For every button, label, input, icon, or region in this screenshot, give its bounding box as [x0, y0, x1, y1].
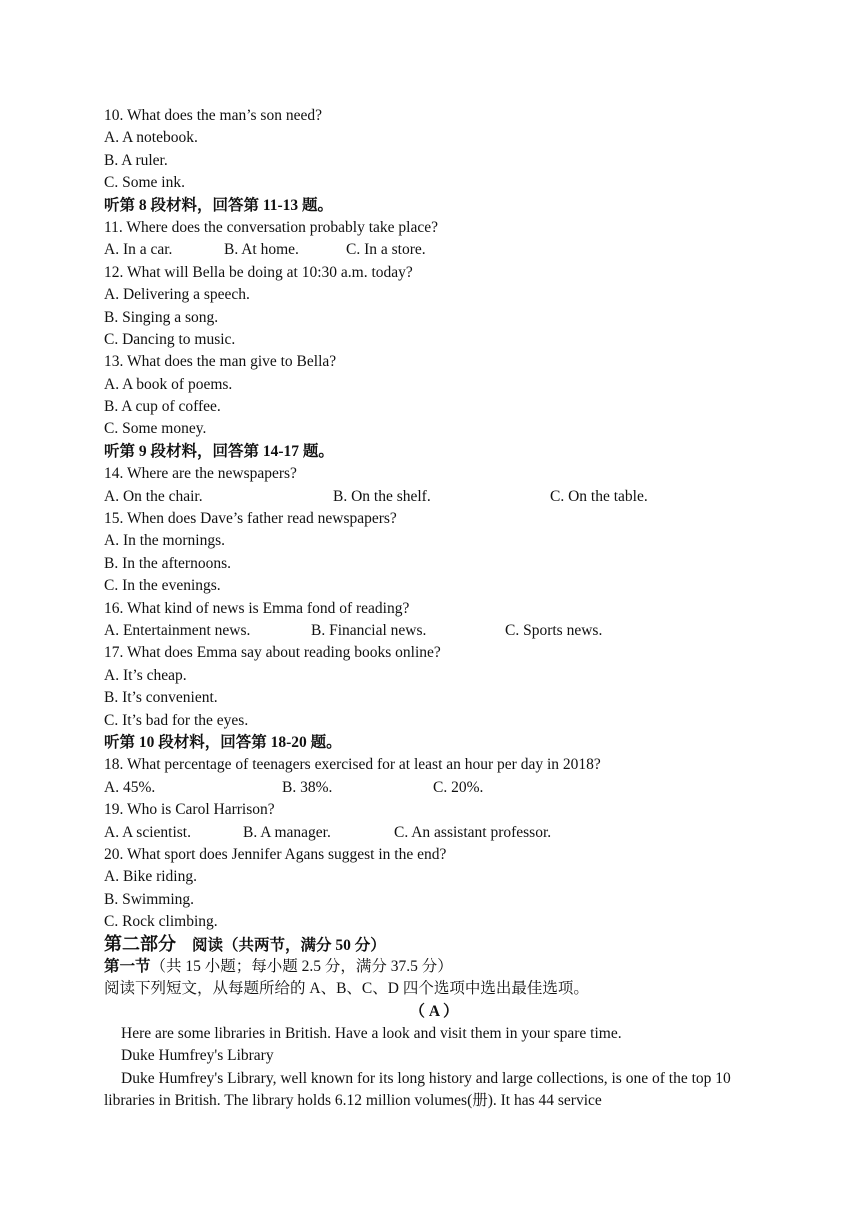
option: C. Some ink. — [104, 174, 185, 192]
question-16: 16. What kind of news is Emma fond of reading? — [104, 599, 410, 617]
option: A. Bike riding. — [104, 868, 197, 886]
option: B. A manager. — [243, 823, 331, 841]
options-row — [104, 486, 764, 508]
option: B. Swimming. — [104, 890, 195, 908]
section-heading-10: 听第 10 段材料，回答第 18-20 题。 — [104, 733, 342, 751]
option: C. An assistant professor. — [394, 823, 552, 841]
option: C. Dancing to music. — [104, 330, 236, 348]
option: C. Rock climbing. — [104, 913, 218, 931]
question-15: 15. When does Dave’s father read newspapers? — [104, 510, 397, 528]
option: C. Sports news. — [505, 621, 603, 639]
option: B. On the shelf. — [333, 487, 431, 505]
option: A. A book of poems. — [104, 375, 233, 393]
question-11: 11. Where does the conversation probably take place? — [104, 218, 438, 236]
passage-label: （ A ） — [409, 1002, 459, 1020]
option: B. 38%. — [282, 778, 333, 796]
passage-subtitle: Duke Humfrey's Library — [121, 1047, 274, 1065]
options-row — [104, 620, 764, 642]
question-13: 13. What does the man give to Bella? — [104, 353, 337, 371]
option: B. At home. — [224, 241, 299, 259]
passage-paragraph: Duke Humfrey's Library, well known for its long history and large collections, is one of the top 10 libraries in British. The library holds 6.12 million volumes(册). It has 44 service — [104, 1069, 731, 1110]
question-18: 18. What percentage of teenagers exercised for at least an hour per day in 2018? — [104, 756, 601, 774]
option: A. In the mornings. — [104, 532, 225, 550]
question-19: 19. Who is Carol Harrison? — [104, 801, 275, 819]
option: C. In a store. — [346, 241, 426, 259]
section-heading-8: 听第 8 段材料，回答第 11-13 题。 — [104, 196, 334, 214]
option: C. 20%. — [433, 778, 484, 796]
option: B. Singing a song. — [104, 308, 219, 326]
document-page — [104, 105, 764, 1113]
options-row — [104, 239, 764, 261]
option: C. In the evenings. — [104, 577, 221, 595]
section-heading-9: 听第 9 段材料，回答第 14-17 题。 — [104, 442, 334, 460]
option: C. Some money. — [104, 420, 207, 438]
option: C. It’s bad for the eyes. — [104, 711, 249, 729]
options-row — [104, 822, 764, 844]
option: A. A notebook. — [104, 129, 198, 147]
option: B. Financial news. — [311, 621, 427, 639]
option: A. Delivering a speech. — [104, 286, 250, 304]
part-two-title — [104, 933, 764, 955]
question-12: 12. What will Bella be doing at 10:30 a.m. today? — [104, 263, 413, 281]
question-20: 20. What sport does Jennifer Agans suggest in the end? — [104, 845, 447, 863]
option: B. It’s convenient. — [104, 689, 218, 707]
option: A. A scientist. — [104, 823, 191, 841]
option: A. In a car. — [104, 241, 173, 259]
option: B. In the afternoons. — [104, 554, 231, 572]
option: A. It’s cheap. — [104, 666, 187, 684]
option: C. On the table. — [550, 487, 648, 505]
section-one-title — [104, 956, 764, 978]
question-17: 17. What does Emma say about reading books online? — [104, 644, 441, 662]
options-row — [104, 777, 764, 799]
option: B. A cup of coffee. — [104, 398, 221, 416]
question-10: 10. What does the man’s son need? — [104, 107, 322, 124]
part-two-label: 第二部分 — [104, 934, 176, 955]
reading-instruction: 阅读下列短文，从每题所给的 A、B、C、D 四个选项中选出最佳选项。 — [104, 980, 589, 998]
option: B. A ruler. — [104, 151, 168, 169]
part-two-subtitle: 阅读（共两节，满分 50 分） — [192, 937, 386, 955]
question-14: 14. Where are the newspapers? — [104, 465, 297, 483]
section-one-label: 第一节 — [104, 957, 151, 975]
section-one-detail: （共 15 小题；每小题 2.5 分，满分 37.5 分） — [150, 957, 453, 975]
option: A. 45%. — [104, 778, 156, 796]
passage-intro: Here are some libraries in British. Have a look and visit them in your spare time. — [121, 1025, 622, 1043]
option: A. Entertainment news. — [104, 621, 251, 639]
option: A. On the chair. — [104, 487, 203, 505]
